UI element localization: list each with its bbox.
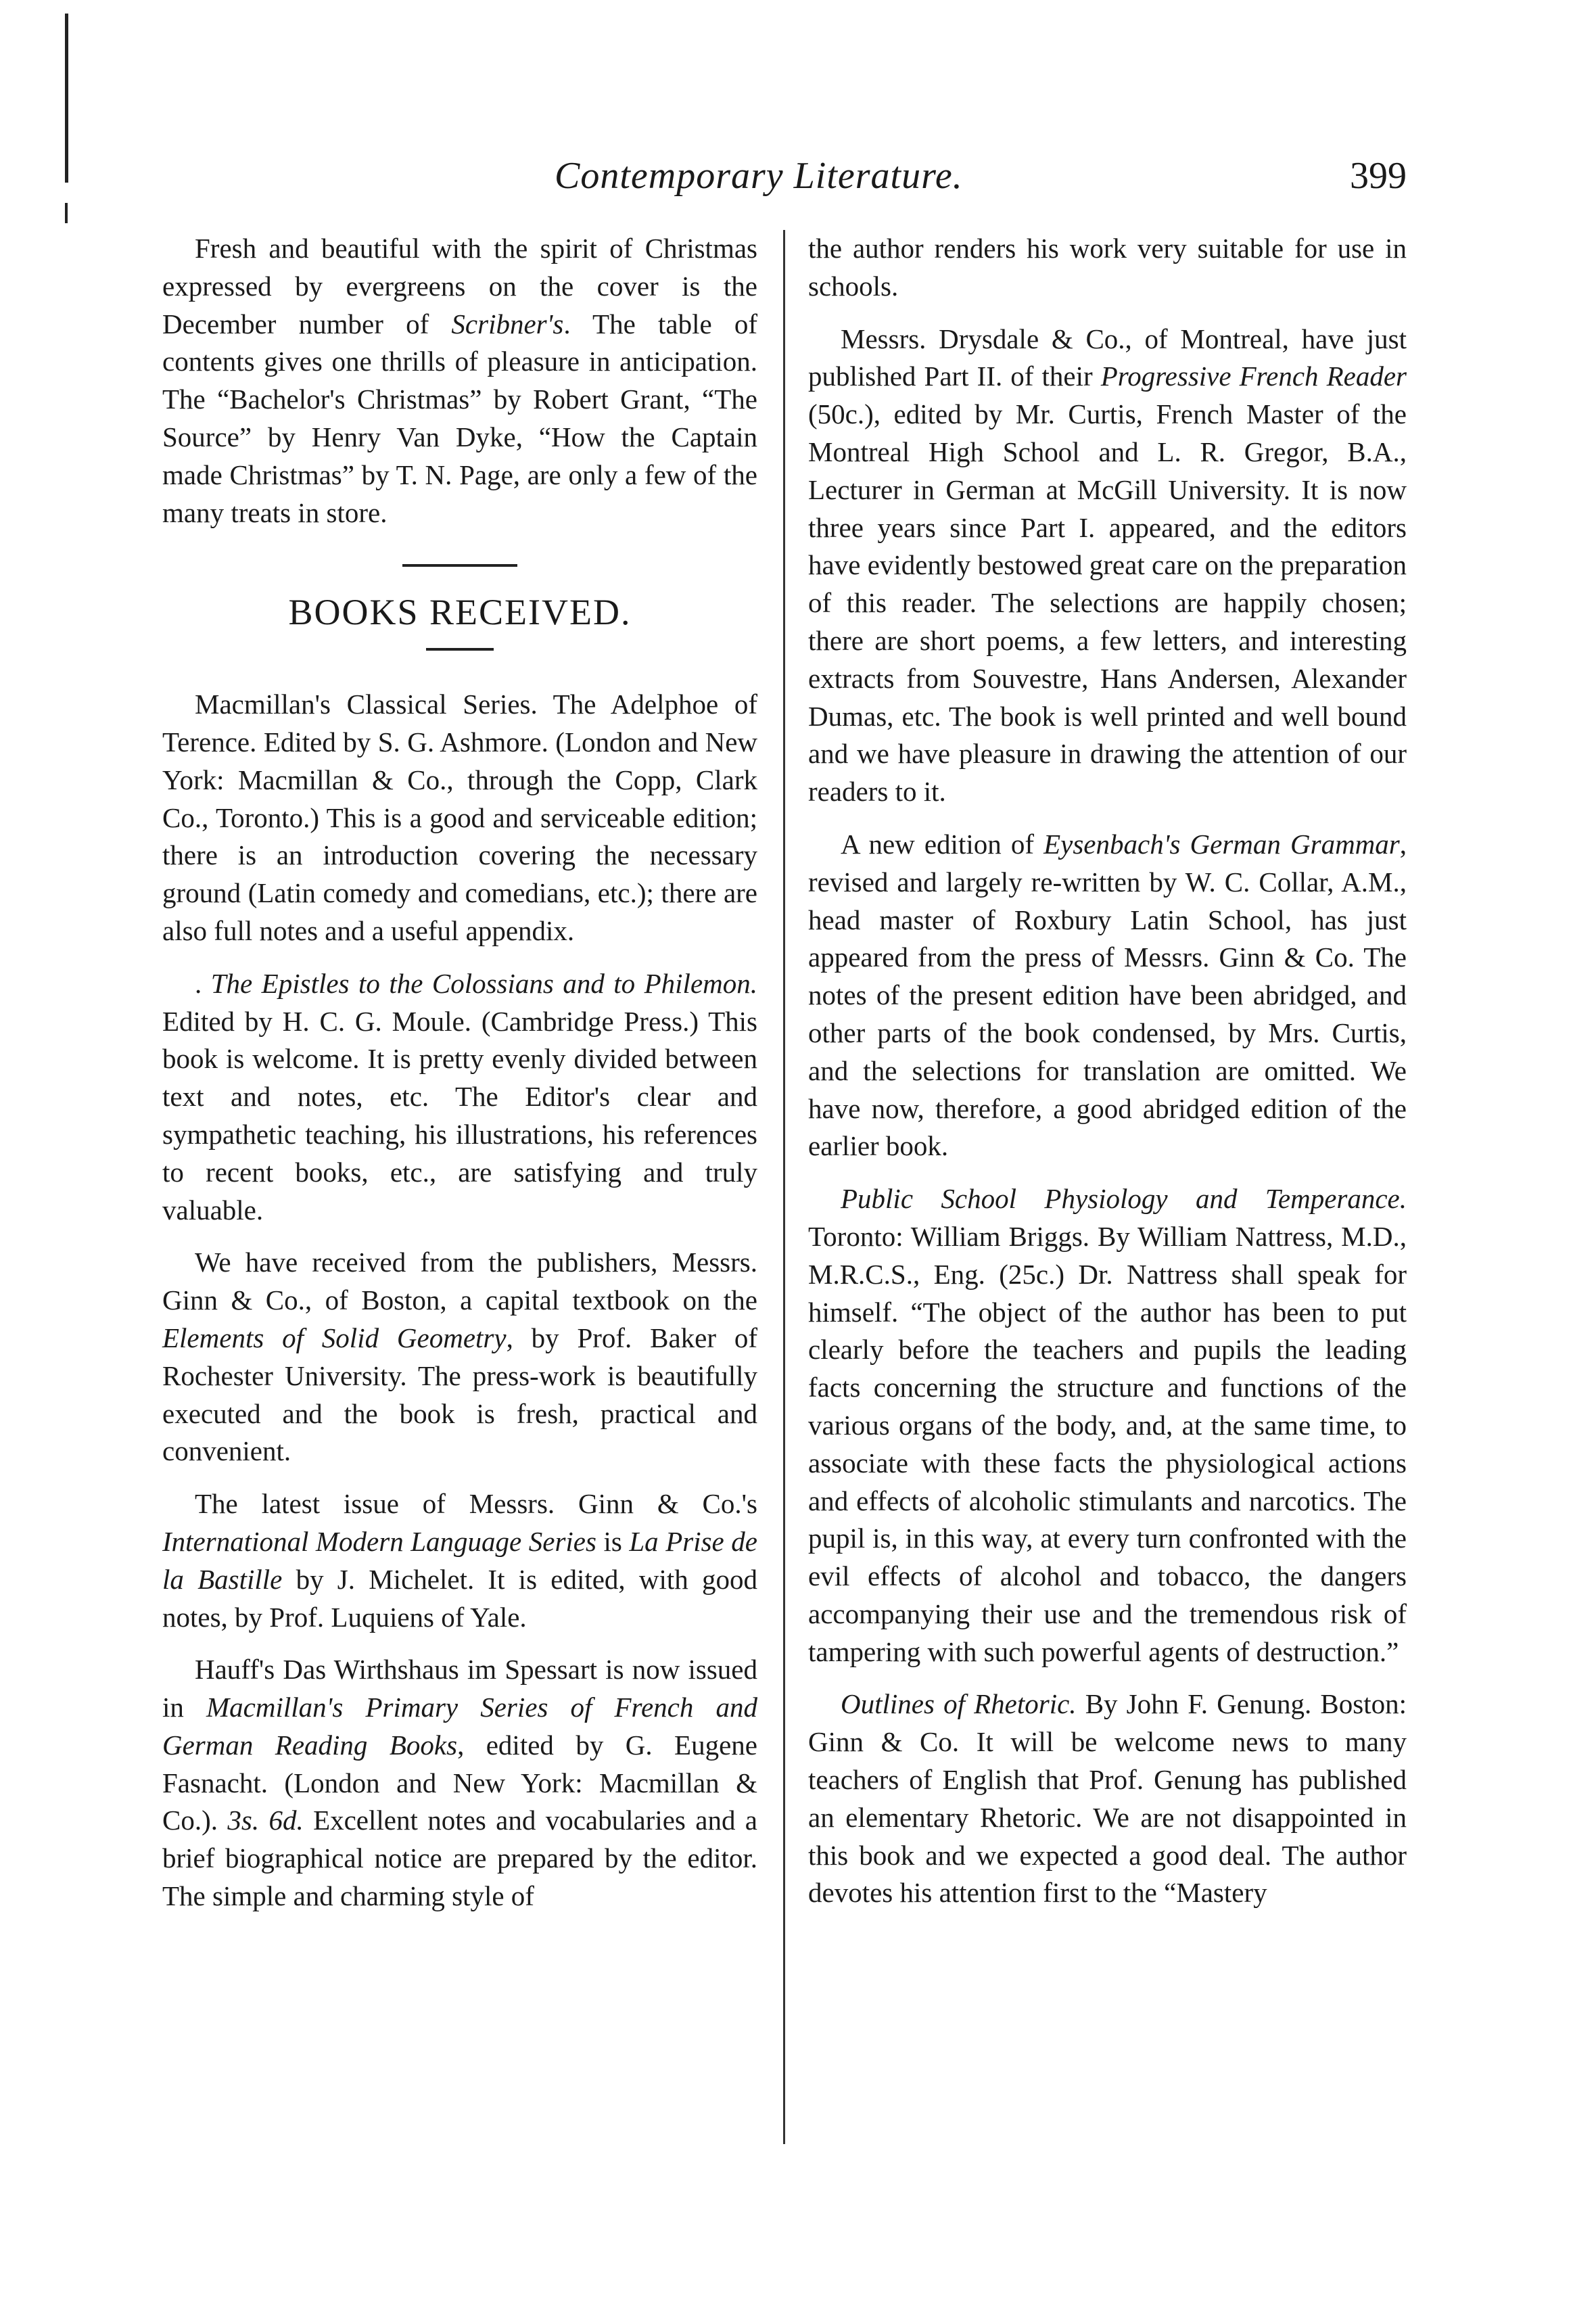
section-heading: BOOKS RECEIVED. (288, 592, 632, 633)
heading-rule (426, 648, 494, 651)
paragraph-solid-geometry: We have received from the publishers, Messrs. Ginn & Co., of Boston, a capital textbook on the Elements of Solid Geometry, by Prof. Baker of Rochester University. The press-work is beautifully executed and the book is fresh, practical and convenient. (162, 1247, 757, 1467)
column-divider (783, 230, 785, 2144)
paragraph-adelphoe: Macmillan's Classical Series. The Adelphoe of Terence. Edited by S. G. Ashmore. (London and New York: Macmillan & Co., through the Copp, Clark Co., Toronto.) This is a good and serviceable edition; there is an introduction covering the necessary ground (Latin comedy and comedians, etc.); there are also full notes and a useful appendix. (162, 689, 757, 946)
paragraph-french-reader: Messrs. Drysdale & Co., of Montreal, have just published Part II. of their Progressive French Reader (50c.), edited by Mr. Curtis, French Master of the Montreal High School and L. R. Gregor, B.A., Lecturer in German at McGill University. It is now three years since Part I. appeared, and the editors have evidently bestowed great care on the preparation of this reader. The selections are happily chosen; there are short poems, a few letters, and interesting extracts from Souvestre, Hans Andersen, Alexander Dumas, etc. The book is well printed and well bound and we have pleasure in drawing the attention of our readers to it. (808, 323, 1407, 808)
left-column (162, 230, 757, 1930)
page-number: 399 (1350, 155, 1407, 197)
page-header (162, 154, 1407, 208)
section-rule (402, 564, 517, 567)
paragraph-rhetoric: Outlines of Rhetoric. By John F. Genung. Boston: Ginn & Co. It will be welcome news to many teachers of English that Prof. Genung has published an elementary Rhetoric. We are not disappointed in this book and we expected a good deal. The author devotes his attention first to the “Mastery (808, 1688, 1407, 1909)
paragraph-wirthshaus: Hauff's Das Wirthshaus im Spessart is now issued in Macmillan's Primary Series of French and German Reading Books, edited by G. Eugene Fasnacht. (London and New York: Macmillan & Co.). 3s. 6d. Excellent notes and vocabularies and a brief biographical notice are prepared by the editor. The simple and charming style of (162, 1654, 758, 1912)
margin-rule (65, 14, 68, 183)
right-column (808, 230, 1407, 1927)
paragraph-continuation: the author renders his work very suitable for use in schools. (808, 233, 1407, 302)
paragraph-scribners: Fresh and beautiful with the spirit of Christmas expressed by evergreens on the cover is the December number of Scribner's. The table of contents gives one thrills of pleasure in anticipation. The “Bachelor's Christmas” by Robert Grant, “The Source” by Henry Van Dyke, “How the Captain made Christmas” by T. N. Page, are only a few of the many treats in store. (162, 233, 757, 528)
margin-mark (65, 203, 68, 223)
running-head: Contemporary Literature. (555, 155, 963, 197)
paragraph-physiology: Public School Physiology and Temperance. Toronto: William Briggs. By William Nattress, M.D., M.R.C.S., Eng. (25c.) Dr. Nattress shall speak for himself. “The object of the author has been to put clearly before the teachers and pupils the leading facts concerning the structure and functions of the various organs of the body, and, at the same time, to associate with these facts the physiological actions and effects of alcoholic stimulants and narcotics. The pupil is, in this way, at every turn confronted with the evil effects of alcohol and tobacco, the dangers accompanying their use and the tremendous risk of tampering with such powerful agents of destruction.” (808, 1183, 1407, 1667)
paragraph-german-grammar: A new edition of Eysenbach's German Grammar, revised and largely re-written by W. C. Collar, A.M., head master of Roxbury Latin School, has just appeared from the press of Messrs. Ginn & Co. The notes of the present edition have been abridged, and other parts of the book condensed, by Mrs. Curtis, and the selections for translation are omitted. We have now, therefore, a good abridged edition of the earlier book. (808, 828, 1407, 1162)
paragraph-epistles: . The Epistles to the Colossians and to Philemon. Edited by H. C. G. Moule. (Cambridge Press.) This book is welcome. It is pretty evenly divided between text and notes, etc. The Editor's clear and sympathetic teaching, his illustrations, his references to recent books, etc., are satisfying and truly valuable. (162, 967, 758, 1226)
paragraph-bastille: The latest issue of Messrs. Ginn & Co.'s International Modern Language Series is La Prise de la Bastille by J. Michelet. It is edited, with good notes, by Prof. Luquiens of Yale. (162, 1488, 757, 1633)
